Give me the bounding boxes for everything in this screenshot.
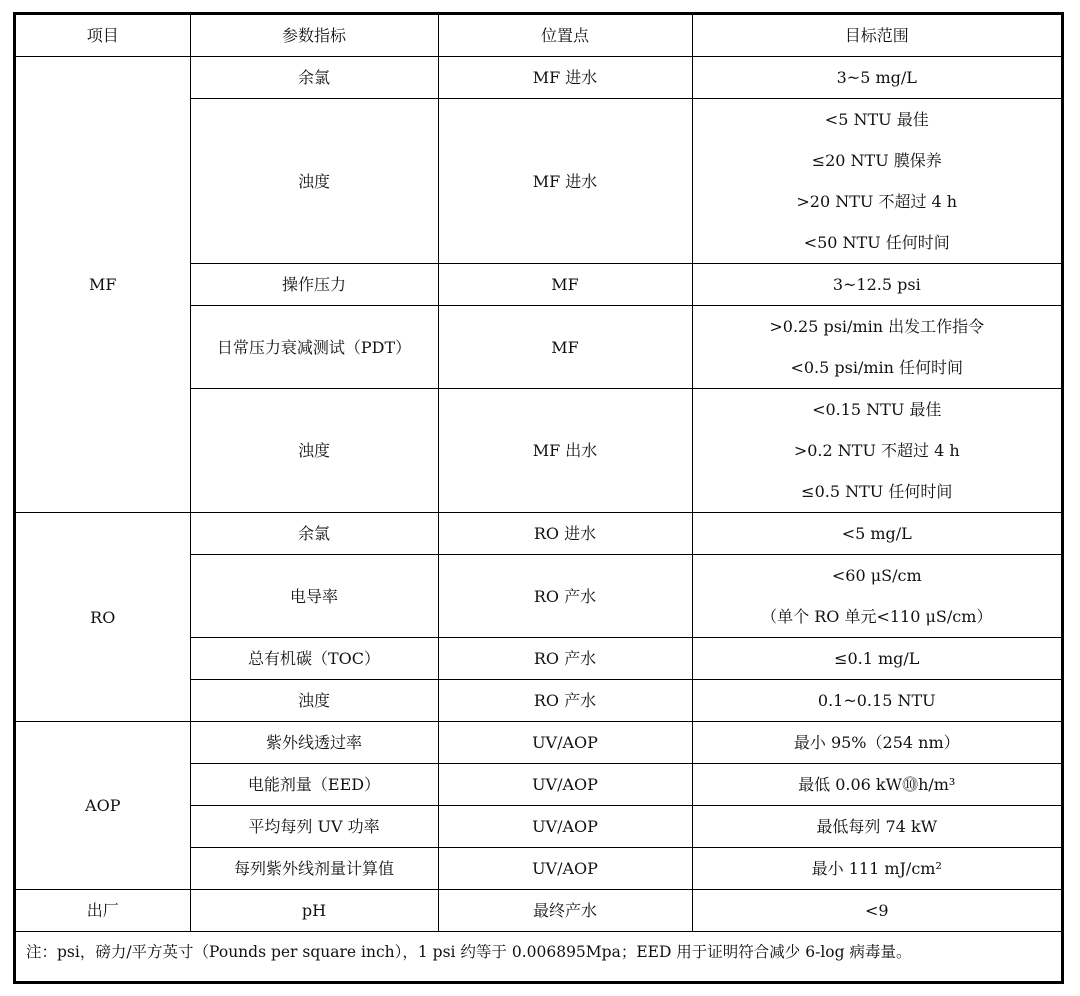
table-row [16, 57, 1061, 99]
target-line: >0.2 NTU 不超过 4 h [793, 441, 960, 460]
point-cell: MF [438, 306, 692, 389]
point-cell: RO 产水 [438, 638, 692, 680]
target-line: 3~12.5 psi [832, 275, 921, 294]
header-item: 项目 [16, 15, 190, 57]
group-cell-aop: AOP [16, 722, 190, 890]
target-cell [692, 764, 1061, 806]
target-cell [692, 806, 1061, 848]
point-cell: MF [438, 264, 692, 306]
param-cell: 电导率 [190, 555, 438, 638]
group-cell-mf: MF [16, 57, 190, 513]
target-line: 3~5 mg/L [836, 68, 917, 87]
point-cell: UV/AOP [438, 764, 692, 806]
target-cell [692, 306, 1061, 389]
target-line: 最低每列 74 kW [816, 817, 938, 836]
param-cell: 操作压力 [190, 264, 438, 306]
document-table-frame [13, 12, 1064, 984]
header-location: 位置点 [438, 15, 692, 57]
target-cell [692, 99, 1061, 264]
param-cell: 浊度 [190, 99, 438, 264]
target-cell [692, 513, 1061, 555]
target-line: >20 NTU 不超过 4 h [796, 192, 958, 211]
target-line: （单个 RO 单元<110 μS/cm） [761, 607, 993, 626]
target-line: <5 NTU 最佳 [824, 110, 929, 129]
target-cell [692, 555, 1061, 638]
point-cell: RO 进水 [438, 513, 692, 555]
param-cell: 日常压力衰减测试（PDT） [190, 306, 438, 389]
target-line: <60 μS/cm [831, 566, 922, 585]
point-cell: 最终产水 [438, 890, 692, 932]
target-line: >0.25 psi/min 出发工作指令 [769, 317, 985, 336]
target-line: 最低 0.06 kW⓾h/m³ [798, 775, 956, 794]
point-cell: UV/AOP [438, 722, 692, 764]
header-row [16, 15, 1061, 57]
target-line: 最小 95%（254 nm） [793, 733, 960, 752]
param-cell: 浊度 [190, 389, 438, 513]
param-cell: 电能剂量（EED） [190, 764, 438, 806]
header-target-range: 目标范围 [692, 15, 1061, 57]
target-cell [692, 638, 1061, 680]
param-cell: pH [190, 890, 438, 932]
point-cell: RO 产水 [438, 555, 692, 638]
param-cell: 紫外线透过率 [190, 722, 438, 764]
point-cell: MF 出水 [438, 389, 692, 513]
table-row [16, 513, 1061, 555]
table-row [16, 890, 1061, 932]
table-note: 注：psi，磅力/平方英寸（Pounds per square inch），1 psi 约等于 0.006895Mpa；EED 用于证明符合减少 6-log 病毒量。 [16, 932, 1061, 973]
target-line: <0.5 psi/min 任何时间 [790, 358, 964, 377]
target-cell [692, 264, 1061, 306]
param-cell: 平均每列 UV 功率 [190, 806, 438, 848]
target-cell [692, 389, 1061, 513]
target-line: <50 NTU 任何时间 [803, 233, 950, 252]
group-cell-ro: RO [16, 513, 190, 722]
target-line: ≤0.5 NTU 任何时间 [801, 482, 953, 501]
point-cell: UV/AOP [438, 806, 692, 848]
target-line: 最小 111 mJ/cm² [811, 859, 942, 878]
header-parameter: 参数指标 [190, 15, 438, 57]
water-quality-parameter-table [16, 15, 1061, 972]
target-line: ≤0.1 mg/L [834, 649, 920, 668]
point-cell: UV/AOP [438, 848, 692, 890]
target-cell [692, 680, 1061, 722]
target-line: <0.15 NTU 最佳 [812, 400, 942, 419]
param-cell: 余氯 [190, 57, 438, 99]
point-cell: MF 进水 [438, 99, 692, 264]
target-cell [692, 890, 1061, 932]
point-cell: MF 进水 [438, 57, 692, 99]
target-line: <9 [864, 901, 889, 920]
target-line: ≤20 NTU 膜保养 [811, 151, 942, 170]
target-cell [692, 722, 1061, 764]
table-row [16, 722, 1061, 764]
param-cell: 总有机碳（TOC） [190, 638, 438, 680]
target-cell [692, 57, 1061, 99]
target-line: 0.1~0.15 NTU [817, 691, 936, 710]
param-cell: 浊度 [190, 680, 438, 722]
note-row [16, 932, 1061, 973]
target-cell [692, 848, 1061, 890]
param-cell: 余氯 [190, 513, 438, 555]
point-cell: RO 产水 [438, 680, 692, 722]
target-line: <5 mg/L [841, 524, 912, 543]
param-cell: 每列紫外线剂量计算值 [190, 848, 438, 890]
group-cell-outlet: 出厂 [16, 890, 190, 932]
